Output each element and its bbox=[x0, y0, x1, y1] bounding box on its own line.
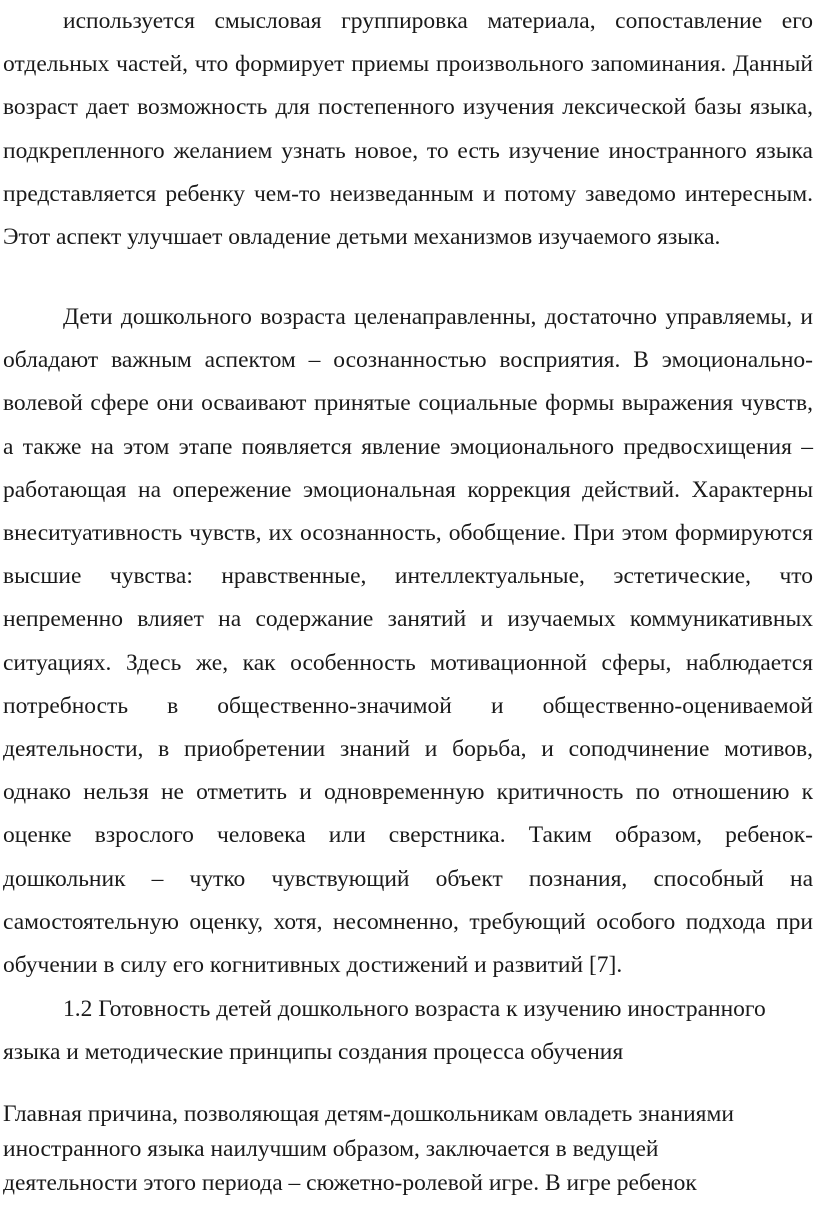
body-paragraph-preschool-traits: Дети дошкольного возраста целенаправленны, достаточно управляемы, и обладают важным аспектом – осознанностью восприятия. В эмоционально-волевой сфере они осваивают принятые социальные формы выражения чувств, а также на этом этапе появляется явление эмоционального предвосхищения – работающая на опережение эмоциональная коррекция действий. Характерны внеситуативность чувств, их осознанность, обобщение. При этом формируются высшие чувства: нравственные, интеллектуальные, эстетические, что непременно влияет на содержание занятий и изучаемых коммуникативных ситуациях. Здесь же, как особенность мотивационной сферы, наблюдается потребность в общественно-значимой и общественно-оцениваемой деятельности, в приобретении знаний и борьба, и соподчинение мотивов, однако нельзя не отметить и одновременную критичность по отношению к оценке взрослого человека или сверстника. Таким образом, ребенок-дошкольник – чутко чувствующий объект познания, способный на самостоятельную оценку, хотя, несомненно, требующий особого подхода при обучении в силу его когнитивных достижений и развитий [7]. bbox=[3, 304, 813, 979]
body-paragraph-memory: используется смысловая группировка материала, сопоставление его отдельных частей, что формирует приемы произвольного запоминания. Данный возраст дает возможность для постепенного изучения лексической базы языка, подкрепленного желанием узнать новое, то есть изучение иностранного языка представляется ребенку чем-то неизведанным и потому заведомо интересным. Этот аспект улучшает овладение детьми механизмов изучаемого языка. bbox=[3, 8, 813, 251]
section-heading: 1.2 Готовность детей дошкольного возраста к изучению иностранного языка и методические принципы создания процесса обучения bbox=[3, 996, 766, 1066]
body-paragraph-role-play: Главная причина, позволяющая детям-дошкольникам овладеть знаниями иностранного языка наилучшим образом, заключается в ведущей деятельности этого периода – сюжетно-ролевой игре. В игре ребенок bbox=[3, 1101, 734, 1196]
